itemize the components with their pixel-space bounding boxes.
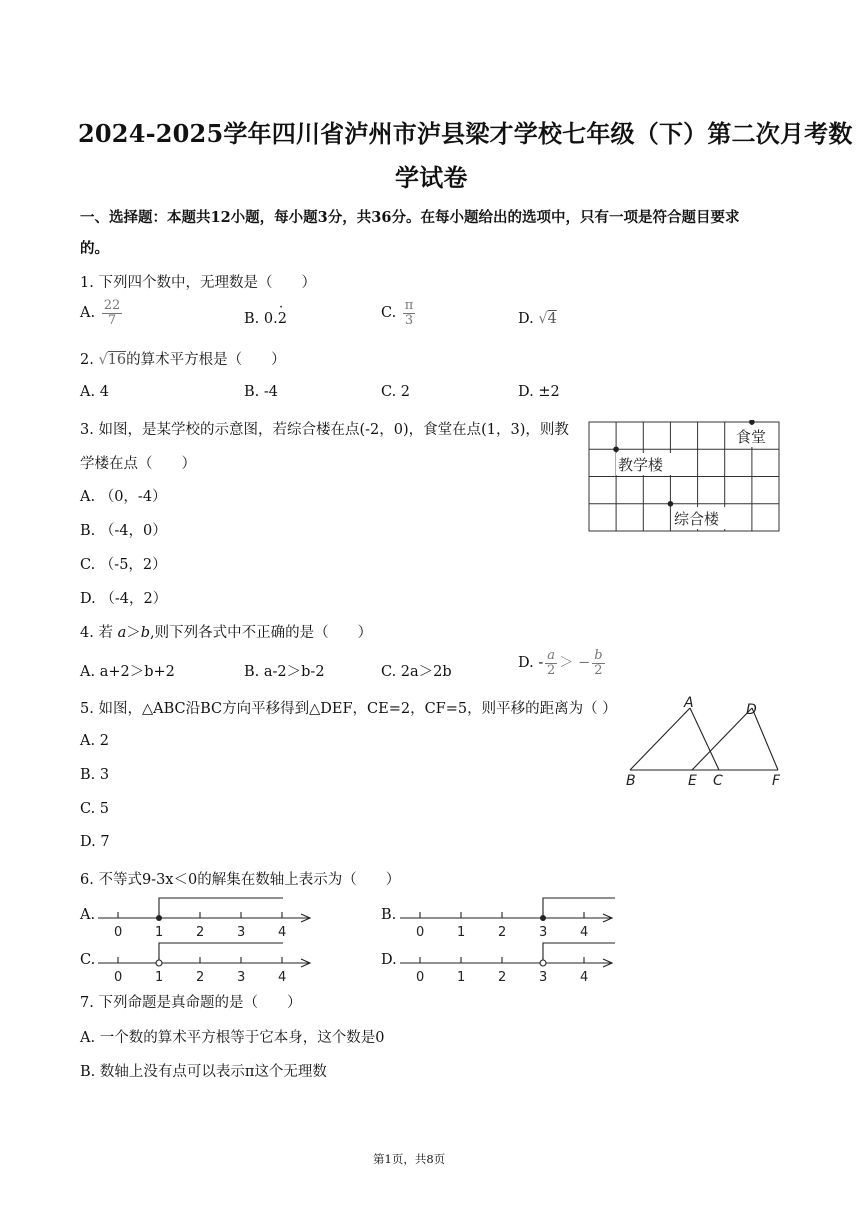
- question-2-stem: [80, 348, 286, 369]
- tick-label: 3: [539, 925, 548, 940]
- tick-label: 0: [114, 970, 123, 985]
- gt-sign: ＞: [126, 625, 141, 641]
- tick-label: 1: [457, 970, 466, 985]
- fraction: [592, 649, 604, 677]
- school-grid-figure: [588, 420, 782, 534]
- repeating-dot: ·: [279, 300, 284, 315]
- question-7-option-a: A. 一个数的算术平方根等于它本身，这个数是0: [80, 1030, 385, 1046]
- fraction: [102, 299, 123, 327]
- question-3-option-b: B. （-4，0）: [80, 523, 167, 539]
- tick-label: 1: [155, 970, 164, 985]
- question-3-option-c: C. （-5，2）: [80, 557, 167, 573]
- option-label: D. -: [518, 655, 544, 672]
- question-3-option-d: D. （-4，2）: [80, 591, 168, 607]
- sqrt-symbol: √: [98, 352, 108, 368]
- question-4-option-a: A. a+2＞b+2: [80, 664, 175, 680]
- canteen-label: 食堂: [736, 428, 767, 446]
- tick-label: 4: [580, 970, 589, 985]
- question-2-option-c: C. 2: [381, 384, 411, 400]
- point-c-label: C: [713, 773, 723, 789]
- question-1-option-d: [518, 311, 557, 327]
- page-footer: 第1页，共8页: [373, 1152, 446, 1166]
- tick-label: 4: [278, 925, 287, 940]
- numerator: a: [547, 648, 555, 663]
- stem-suffix: ,则下列各式中不正确的是（ ）: [150, 625, 373, 641]
- section-heading-line2: 的。: [80, 240, 109, 257]
- tick-label: 0: [416, 925, 425, 940]
- question-7-option-b: B. 数轴上没有点可以表示π这个无理数: [80, 1064, 327, 1080]
- question-7-stem: 7. 下列命题是真命题的是（ ）: [80, 995, 302, 1011]
- solution-ray: [159, 898, 283, 918]
- radicand: 4: [547, 311, 557, 327]
- question-3-option-a: A. （0，-4）: [80, 489, 167, 505]
- question-6-option-b-label: B.: [381, 907, 397, 923]
- point-d-label: D: [746, 702, 757, 718]
- stem-text: 的算术平方根是（ ）: [126, 352, 286, 368]
- question-5-option-b: B. 3: [80, 767, 110, 783]
- option-label: D.: [518, 311, 534, 327]
- question-5-option-c: C. 5: [80, 801, 110, 817]
- number-line-b: [400, 894, 620, 942]
- denominator: 2: [594, 662, 603, 678]
- solution-ray: [159, 943, 283, 960]
- question-5-option-a: A. 2: [80, 733, 109, 749]
- variable-a: a: [117, 625, 127, 641]
- numerator: π: [404, 298, 414, 313]
- question-1-option-a: [80, 299, 124, 327]
- hollow-endpoint: [156, 960, 162, 966]
- tick-label: 2: [498, 925, 507, 940]
- question-6-option-a-label: A.: [80, 907, 96, 923]
- complex-building-label: 综合楼: [674, 510, 720, 528]
- option-text: B. 0.2: [244, 311, 287, 327]
- tick-label: 3: [539, 970, 548, 985]
- numerator: 22: [103, 298, 121, 313]
- question-2-option-d: D. ±2: [518, 384, 560, 400]
- complex-building-point: [668, 501, 674, 507]
- number-line-a: [98, 894, 318, 942]
- hollow-endpoint: [540, 960, 546, 966]
- question-4-stem: [80, 621, 372, 642]
- tick-label: 2: [498, 970, 507, 985]
- number-line-d: [400, 939, 620, 987]
- question-2-option-b: B. -4: [244, 384, 278, 400]
- solution-ray: [543, 943, 615, 960]
- denominator: 3: [404, 312, 414, 328]
- page-title-line2: 学试卷: [395, 163, 468, 192]
- denominator: 2: [546, 662, 556, 678]
- numerator: b: [594, 648, 603, 663]
- number-line-c: [98, 939, 318, 987]
- stem-prefix: 4. 若: [80, 625, 118, 641]
- question-5-stem: 5. 如图，△ABC沿BC方向平移得到△DEF，CE=2，CF=5，则平移的距离为（ ）: [80, 701, 617, 717]
- tick-label: 3: [237, 970, 246, 985]
- tick-label: 4: [580, 925, 589, 940]
- point-f-label: F: [772, 773, 781, 789]
- question-5-option-d: D. 7: [80, 834, 110, 850]
- question-4-option-d: [518, 649, 607, 677]
- question-4-option-c: C. 2a＞2b: [381, 664, 452, 680]
- question-4-option-b: B. a-2＞b-2: [244, 664, 325, 680]
- question-2-option-a: A. 4: [80, 384, 109, 400]
- translation-triangles-figure: [620, 696, 786, 790]
- denominator: 7: [107, 312, 117, 328]
- axis: [98, 957, 310, 967]
- tick-label: 1: [155, 925, 164, 940]
- tick-label: 0: [416, 970, 425, 985]
- question-6-stem: 6. 不等式9-3x＜0的解集在数轴上表示为（ ）: [80, 872, 401, 888]
- question-number: 2.: [80, 352, 99, 368]
- question-6-option-d-label: D.: [381, 952, 397, 968]
- option-label: C.: [381, 305, 397, 322]
- comparison: ＞ −: [559, 655, 591, 672]
- axis: [400, 912, 612, 922]
- tick-label: 2: [196, 925, 205, 940]
- axis: [98, 912, 310, 922]
- point-a-label: A: [684, 696, 694, 711]
- question-6-option-c-label: C.: [80, 952, 96, 968]
- tick-label: 0: [114, 925, 123, 940]
- page-title-line1: 2024-2025学年四川省泸州市泸县梁才学校七年级（下）第二次月考数: [78, 119, 853, 148]
- point-e-label: E: [688, 773, 697, 789]
- fraction: [403, 299, 416, 327]
- tick-label: 1: [457, 925, 466, 940]
- axis: [400, 957, 612, 967]
- teaching-building-point: [613, 446, 619, 452]
- point-b-label: B: [626, 773, 636, 789]
- tick-label: 4: [278, 970, 287, 985]
- variable-b: b: [140, 625, 151, 641]
- question-1-option-c: [381, 299, 417, 327]
- tick-label: 3: [237, 925, 246, 940]
- question-1-stem: 1. 下列四个数中，无理数是（ ）: [80, 275, 316, 291]
- radicand: 16: [107, 352, 127, 368]
- canteen-point: [749, 420, 755, 425]
- teaching-building-label: 教学楼: [618, 456, 664, 474]
- question-3-stem-line2: 学楼在点（ ）: [80, 456, 196, 472]
- solid-endpoint: [156, 915, 162, 921]
- tick-label: 2: [196, 970, 205, 985]
- fraction: [545, 649, 557, 677]
- option-label: A.: [80, 305, 96, 322]
- sqrt-symbol: √: [538, 311, 548, 327]
- solid-endpoint: [540, 915, 546, 921]
- section-heading-line1: 一、选择题：本题共12小题，每小题3分，共36分。在每小题给出的选项中，只有一项是符合题目要求: [80, 209, 740, 226]
- question-3-stem-line1: 3. 如图，是某学校的示意图，若综合楼在点(-2，0)，食堂在点(1，3)，则教: [80, 422, 569, 438]
